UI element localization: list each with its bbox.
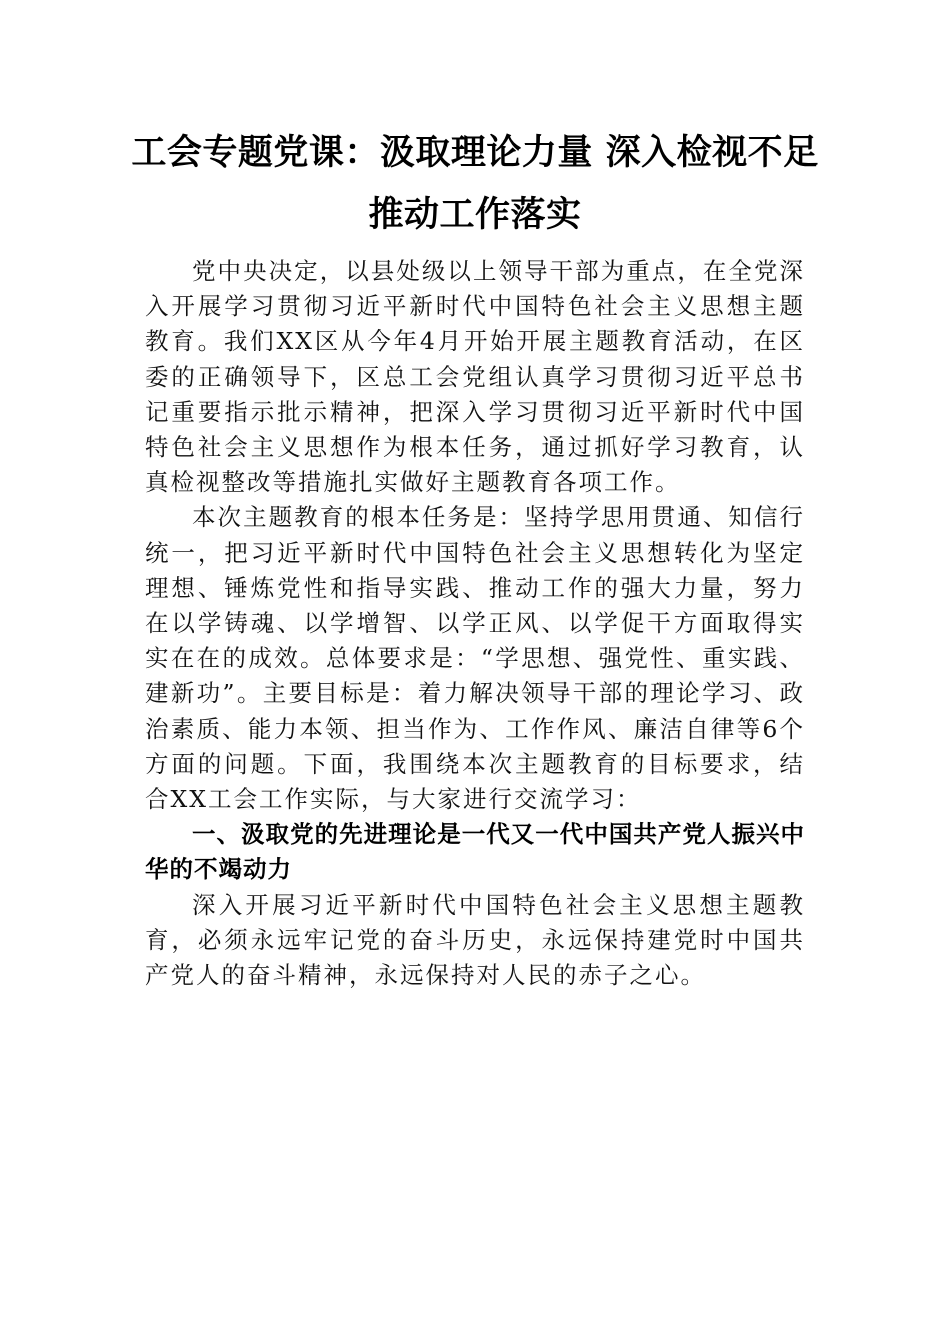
section-paragraph-1: 深入开展习近平新时代中国特色社会主义思想主题教育，必须永远牢记党的奋斗历史，永远保持建党时中国共产党人的奋斗精神，永远保持对人民的赤子之心。 (145, 890, 805, 990)
document-title: 工会专题党课：汲取理论力量 深入检视不足 推动工作落实 (131, 132, 819, 235)
section-heading-1: 一、汲取党的先进理论是一代又一代中国共产党人振兴中华的不竭动力 (145, 820, 805, 884)
document-body (145, 254, 805, 993)
body-paragraph-intro: 党中央决定，以县处级以上领导干部为重点，在全党深入开展学习贯彻习近平新时代中国特色社会主义思想主题教育。我们XX区从今年4月开始开展主题教育活动，在区委的正确领导下，区总工会党组认真学习贯彻习近平总书记重要指示批示精神，把深入学习贯彻习近平新时代中国特色社会主义思想作为根本任务，通过抓好学习教育，认真检视整改等措施扎实做好主题教育各项工作。 (145, 257, 805, 497)
body-paragraph-task: 本次主题教育的根本任务是：坚持学思用贯通、知信行统一，把习近平新时代中国特色社会主义思想转化为坚定理想、锤炼党性和指导实践、推动工作的强大力量，努力在以学铸魂、以学增智、以学正风、以学促干方面取得实实在在的成效。总体要求是：“学思想、强党性、重实践、建新功”。主要目标是：着力解决领导干部的理论学习、政治素质、能力本领、担当作为、工作作风、廉洁自律等6个方面的问题。下面，我围绕本次主题教育的目标要求，结合XX工会工作实际，与大家进行交流学习： (145, 503, 805, 814)
